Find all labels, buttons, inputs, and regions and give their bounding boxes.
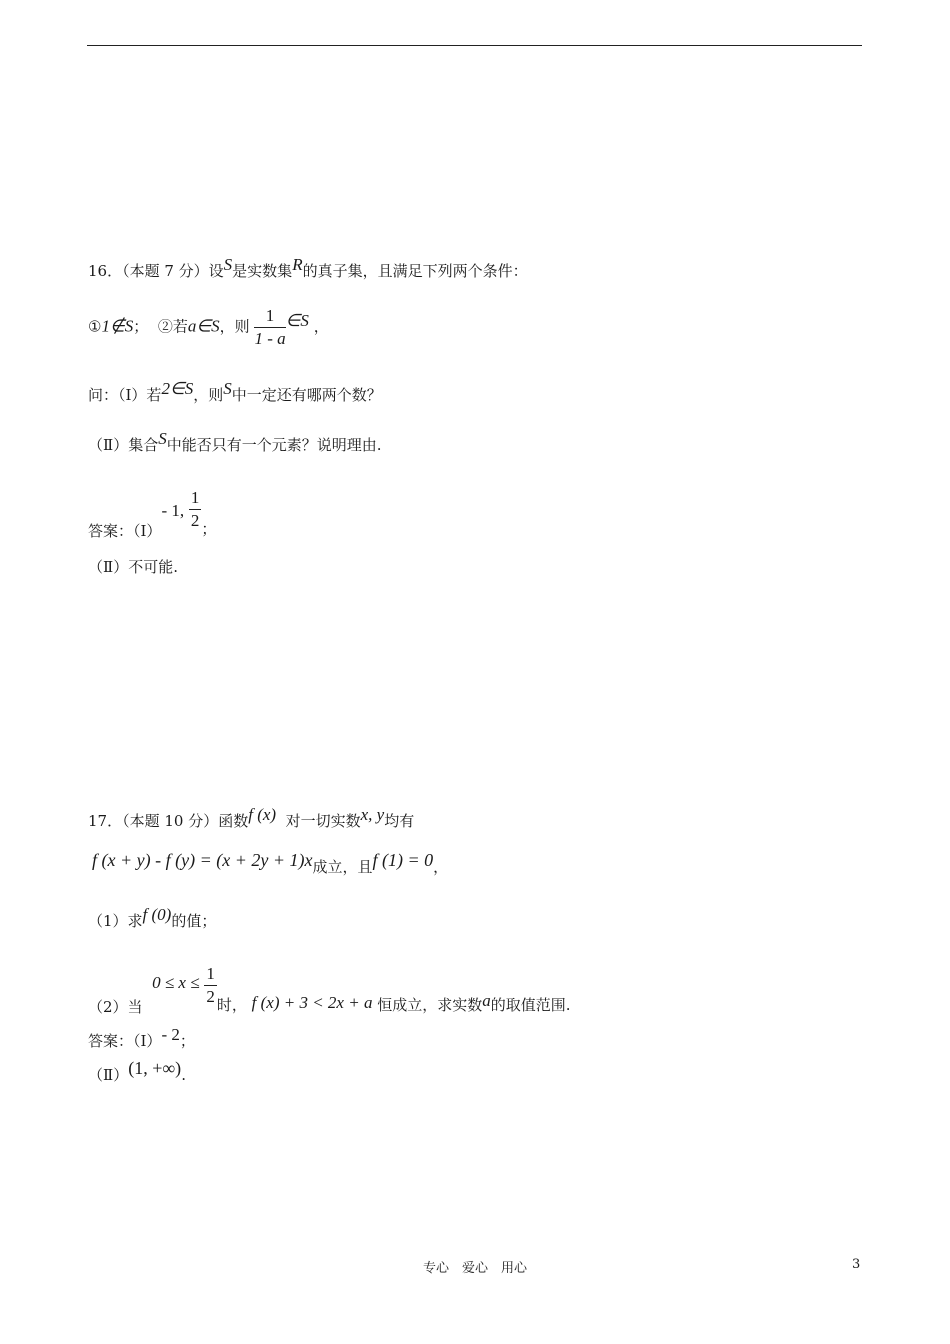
math-S: S [223, 255, 233, 274]
q16-conditions: ①1∉S； ②若a∈S，则 $\frac{1}{1 - a}$ ∈S ， [88, 306, 329, 348]
q16-statement: 16．（本题 7 分）设S是实数集R的真子集，且满足下列两个条件： [88, 255, 528, 280]
math-f-x: f (x) [248, 805, 277, 824]
q17-statement: 17．（本题 10 分）函数f (x) 对一切实数x, y均有 [88, 805, 415, 830]
page-number: 3 [852, 1257, 861, 1272]
fraction-1-over-2: $\frac{1}{2}$ [206, 964, 215, 1006]
q16-answer-2: （Ⅱ）不可能. [88, 558, 178, 576]
math-1-notin-S: 1∉S [101, 316, 134, 336]
page-footer: 专心 爱心 用心 [422, 1261, 527, 1276]
math-a-in-S: a∈S [187, 316, 220, 336]
math-R: R [292, 255, 303, 274]
fraction-1-over-2: $\frac{1}{2}$ [190, 488, 200, 530]
q16-answer-1: 答案：（Ⅰ）- 1, $\frac{1}{2}$ ； [88, 488, 217, 540]
q17-part2: （2）当 0 ≤ x ≤ $\frac{1}{2}$ 时， f (x) + 3 < 2x + a 恒成立，求实数a的取值范围. [88, 964, 571, 1016]
q17-answer-1: 答案：（Ⅰ）- 2； [88, 1025, 195, 1050]
q17-functional-equation: f (x + y) - f (y) = (x + 2y + 1)x成立，且f (1) = 0， [92, 850, 449, 876]
q17-part1: （1）求f (0)的值； [88, 905, 217, 930]
q16-part2: （Ⅱ）集合S中能否只有一个元素？说明理由. [88, 429, 382, 454]
header-rule [87, 45, 862, 46]
q16-part1: 问：（Ⅰ）若2∈S，则S中一定还有哪两个数？ [88, 379, 382, 404]
q17-answer-2: （Ⅱ）(1, +∞). [88, 1058, 186, 1084]
fraction-1-over-1-minus-a: $\frac{1}{1 - a}$ [254, 306, 286, 348]
